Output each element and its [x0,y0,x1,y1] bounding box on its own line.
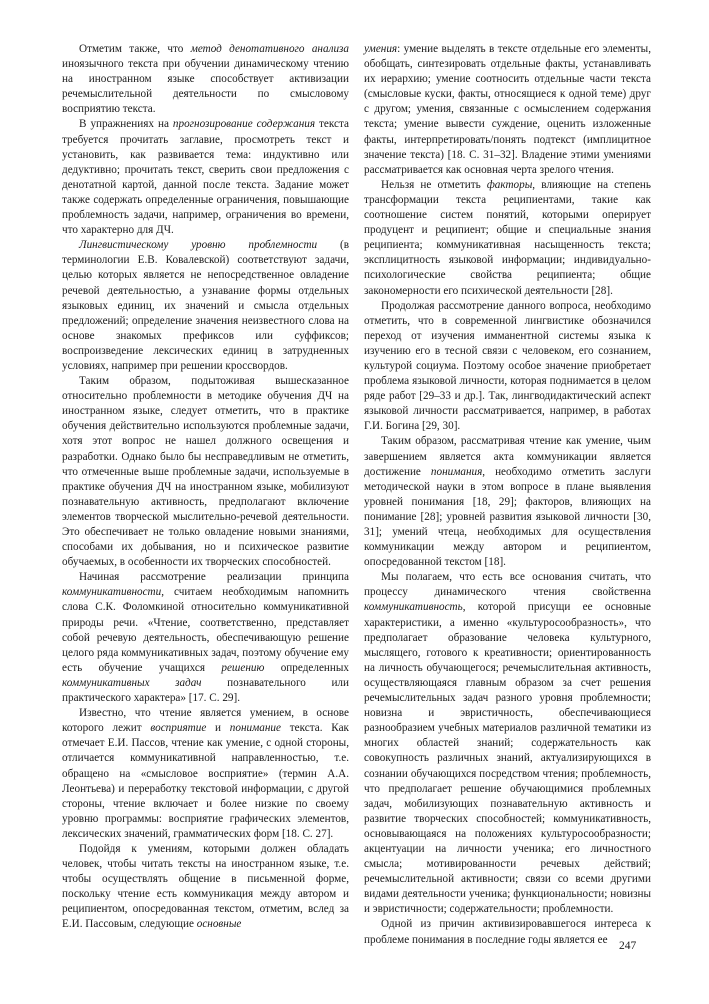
paragraph: Отметим также, что метод денотативного анализа иноязычного текста при обучении динамическому чтению на иностранном языке способствует активизации речемыслительной деятельности по смысловому восприятию текста. [62,43,349,116]
right-text-column [364,42,651,948]
paragraph: Продолжая рассмотрение данного вопроса, необходимо отметить, что в современной лингвистике обозначился переход от изучения имманентной системы языка к изучению его в тесной связи с человеком, его сознанием, культурой социума. Поэтому особое значение приобретает проблема языковой личности, которая поднимается в целом ряде работ [29–33 и др.]. Так, лингводидактический аспект языковой личности рассматривается, например, в работах Г.И. Богина [29, 30]. [364,299,651,433]
italic-term: основные [196,918,242,931]
paragraph: Одной из причин активизировавшегося интереса к проблеме понимания в последние годы является ее [364,918,651,946]
italic-term: восприятие [150,722,207,735]
italic-term: коммуникативности [62,586,162,599]
paragraph: В упражнениях на прогнозирование содержания текста требуется прочитать заглавие, просмотреть текст и установить, как развивается тема: индуктивно или дедуктивно; прочитать текст, сверить свои предложения с денотатной картой, данной после текста. Задание может также содержать определенные ограничения, повышающие проблемность задачи, например, ограничения во времени, что характерно для ДЧ. [62,118,349,237]
italic-term: коммуникативных задач [62,676,202,689]
paragraph: Таким образом, рассматривая чтение как умение, чьим завершением является акта коммуникации является достижение понимания, необходимо отметить заслуги методической науки в этом вопросе в плане выявления уровней понимания [18, 29]; факторов, влияющих на понимание [28]; уровней развития языковой личности [30, 31]; умений чтеца, необходимых для осуществления коммуникации между автором и реципиентом, опосредованной текстом [18]. [364,435,651,569]
paragraph: Таким образом, подытоживая вышесказанное относительно проблемности в методике обучения ДЧ на иностранном языке, следует отметить, что в практике обучения действительно используются проблемные задачи, хотя этот вопрос не нашел должного освещения и разработки. Однако было бы несправедливым не отметить, что отмеченные выше проблемные задачи, используемые в практике обучения ДЧ на иностранном языке, мобилизуют познавательную активность, предполагают включение элементов творческой мыслительно-речевой деятельности. Это обеспечивает не только овладение новыми знаниями, способами их добывания, но и психическое развитие обучаемых, в особенности их творческих способностей. [62,375,349,569]
paragraph: Начиная рассмотрение реализации принципа коммуникативности, считаем необходимым напомнить слова С.К. Фоломкиной относительно коммуникативной природы речи. «Чтение, соответственно, представляет собой речевую деятельность, обеспечивающую решение целого ряда коммуникативных задач, поэтому обучение ему есть обучение учащихся решению определенных коммуникативных задач познавательного или практического характера» [17. С. 29]. [62,571,349,705]
italic-term: метод денотативного анализа [190,43,349,55]
paragraph: умения: умение выделять в тексте отдельные его элементы, обобщать, синтезировать отдельные факты, устанавливать их иерархию; умение соотносить отдельные части текста (смысловые куски, факты, относящиеся к одной теме) друг с другом; умения, связанные с осмыслением содержания текста; умение вывести суждение, оценить изложенные факты, интерпретировать/понять подтекст (имплицитное значение текста) [18. С. 31–32]. Владение этими умениями рассматривается как основная черта зрелого чтения. [364,43,651,176]
italic-term: понимания [430,465,483,478]
italic-term: факторы [486,178,533,191]
italic-term: Лингвистическому уровню проблемности [79,239,318,252]
paragraph: Подойдя к умениям, которыми должен обладать человек, чтобы читать тексты на иностранном языке, т.е. чтобы осуществлять общение в письменной форме, поскольку чтение есть коммуникация между автором и реципиентом, опосредованная текстом, отметим, вслед за Е.И. Пассовым, следующие основные [62,842,349,931]
italic-term: коммуникативность [364,601,463,614]
italic-term: умения [364,43,398,55]
page-number: 247 [619,940,637,952]
paragraph: Нельзя не отметить факторы, влияющие на степень трансформации текста реципиентами, такие как соотношение систем понятий, которыми оперирует продуцент и реципиент; общие и специальные знания реципиента; коммуникативная насыщенность текста; эксплицитность языковой информации; индивидуально-психологические свойства реципиента; общие закономерности его психической деятельности [28]. [364,178,652,297]
paragraph: Мы полагаем, что есть все основания считать, что процессу динамического чтения свойственна коммуникативность, которой присущи ее основные характеристики, а именно «культуросообразность», что предполагает образование человека культурного, мыслящего, готового к креативности; ориентированность на личность обучающегося; речемыслительная активность, осуществляющаяся главным образом за счет решения речемыслительных задач разного уровня проблемности; новизна и эвристичность, обеспечивающиеся разнообразием учебных материалов различной тематики из многих областей знаний; содержательность как совокупность различных знаний, актуализирующихся в сознании обучающихся посредством чтения; проблемность, что предполагает решение обучающимися проблемных задач, мобилизующих познавательную активность и развитие творческих способностей; коммуникативность, основывающаяся на положениях культуросообразности; акцентуации на личности ученика; его личностного смысла; мотивированности речевых действий; речемыслительной активности; связи со всеми другими видами деятельности ученика; функциональности; новизны и эвристичности; содержательности; проблемности. [364,571,651,916]
italic-term: прогнозирование содержания [172,118,316,131]
italic-term: решению [221,661,265,674]
paragraph: Лингвистическому уровню проблемности (в терминологии Е.В. Ковалевской) соответствуют задачи, целью которых является не непосредственное овладение речевой деятельностью, а узнавание формы отдельных языковых единиц, их значений и смысла отдельных предложений; определение значения неизвестного слова на основе знакомых префиксов или суффиксов; воспроизведение лексических единиц в затрудненных условиях, например при решении кроссвордов. [62,239,350,372]
paragraph: Известно, что чтение является умением, в основе которого лежит восприятие и понимание текста. Как отмечает Е.И. Пассов, чтение как умение, с одной стороны, отличается коммуникативной направленностью, т.е. обращено на «смысловое восприятие» (термин А.А. Леонтьева) и переработку текстовой информации, с другой стороны, чтение включает и более низкие по своему уровню программы: восприятие графических элементов, лексических значений, грамматических форм [18. С. 27]. [62,707,349,840]
left-text-column [62,42,349,933]
italic-term: понимание [229,722,281,735]
